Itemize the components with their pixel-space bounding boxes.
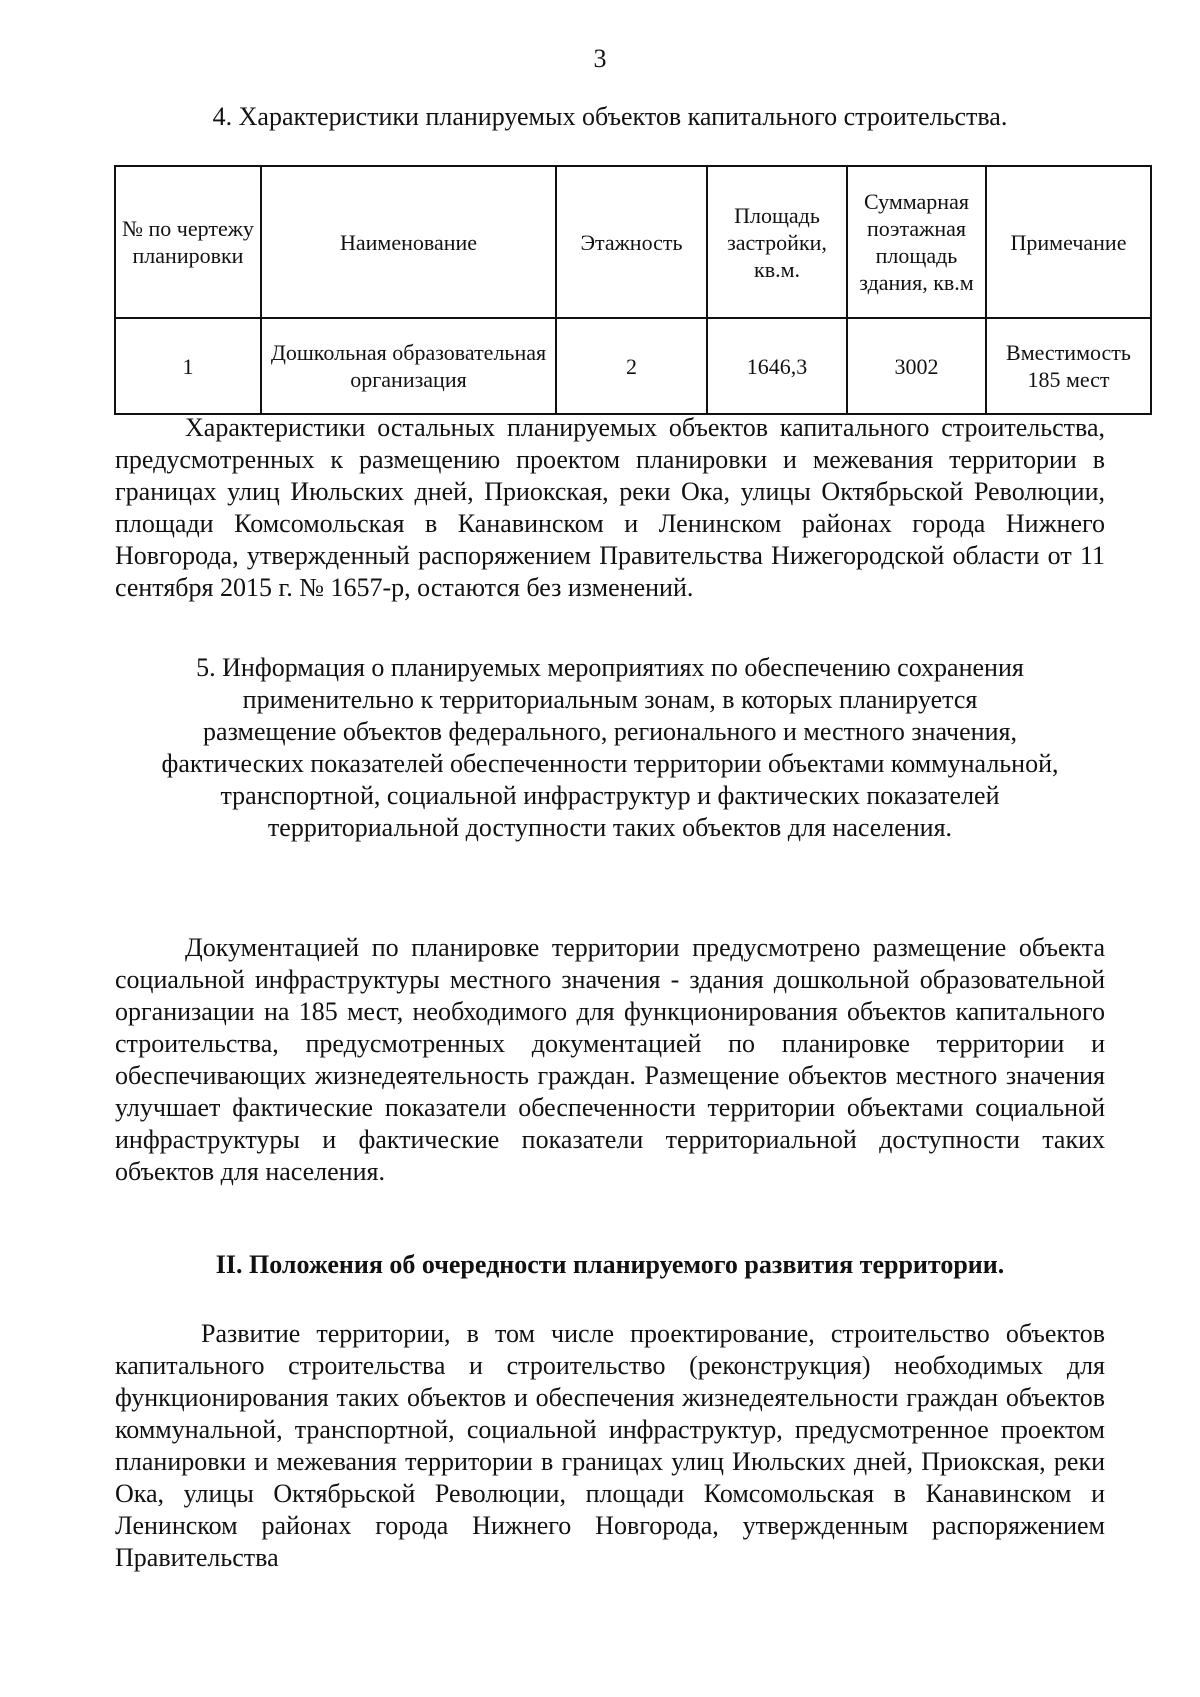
page-number: 3 bbox=[593, 44, 607, 73]
cell-name: Дошкольная образовательная организация bbox=[261, 318, 556, 414]
section-5-heading-line: применительно к территориальным зонам, в которых планируется bbox=[242, 685, 978, 714]
section-5-heading-line: фактических показателей обеспеченности территории объектами коммунальной, bbox=[161, 749, 1059, 778]
section-5-heading-line: территориальной доступности таких объектов для населения. bbox=[267, 813, 953, 842]
section-5-heading-line: транспортной, социальной инфраструктур и фактических показателей bbox=[220, 781, 1000, 810]
capital-objects-table bbox=[114, 165, 1152, 415]
header-floors: Этажность bbox=[556, 166, 707, 318]
section-5-heading-line: 5. Информация о планируемых мероприятиях по обеспечению сохранения bbox=[196, 653, 1024, 682]
header-drawing-number: № по чертежу планировки bbox=[115, 166, 261, 318]
header-building-area: Площадь застройки, кв.м. bbox=[707, 166, 847, 318]
cell-note: Вместимость 185 мест bbox=[986, 318, 1151, 414]
section-4-paragraph: Характеристики остальных планируемых объектов капитального строительства, предусмотренных к размещению проектом планировки и межевания территории в границах улиц Июльских дней, Приокская, реки Ока, улицы Октябрьской Революции, площади Комсомольская в Канавинском и Ленинском районах города Нижнего Новгорода, утвержденный распоряжением Правительства Нижегородской области от 11 сентября 2015 г. № 1657-р, остаются без изменений. bbox=[115, 413, 1105, 602]
header-note: Примечание bbox=[986, 166, 1151, 318]
table-header-row bbox=[115, 166, 1151, 318]
header-name: Наименование bbox=[261, 166, 556, 318]
section-ii-paragraph: Развитие территории, в том числе проектирование, строительство объектов капитального строительства и строительство (реконструкция) необходимых для функционирования таких объектов и обеспечения жизнедеятельности граждан объектов коммунальной, транспортной, социальной инфраструктур, предусмотренное проектом планировки и межевания территории в границах улиц Июльских дней, Приокская, реки Ока, улицы Октябрьской Революции, площади Комсомольская в Канавинском и Ленинском районах города Нижнего Новгорода, утвержденным распоряжением Правительства bbox=[115, 1319, 1105, 1572]
cell-total-floor-area: 3002 bbox=[847, 318, 986, 414]
cell-drawing-number: 1 bbox=[115, 318, 261, 414]
cell-building-area: 1646,3 bbox=[707, 318, 847, 414]
section-5-paragraph: Документацией по планировке территории предусмотрено размещение объекта социальной инфраструктуры местного значения - здания дошкольной образовательной организации на 185 мест, необходимого для функционирования объектов капитального строительства, предусмотренных документацией по планировке территории и обеспечивающих жизнедеятельность граждан. Размещение объектов местного значения улучшает фактические показатели обеспеченности территории объектами социальной инфраструктуры и фактические показатели территориальной доступности таких объектов для населения. bbox=[115, 933, 1105, 1186]
table-row bbox=[115, 318, 1151, 414]
section-ii-title: II. Положения об очередности планируемого развития территории. bbox=[215, 1250, 1005, 1279]
header-total-floor-area: Суммарная поэтажная площадь здания, кв.м bbox=[847, 166, 986, 318]
cell-floors: 2 bbox=[556, 318, 707, 414]
section-4-heading: 4. Характеристики планируемых объектов капитального строительства. bbox=[212, 102, 1008, 131]
section-ii-paragraph-container bbox=[115, 1318, 1105, 1614]
section-5-heading bbox=[115, 652, 1105, 844]
section-5-heading-line: размещение объектов федерального, регионального и местного значения, bbox=[203, 717, 1017, 746]
